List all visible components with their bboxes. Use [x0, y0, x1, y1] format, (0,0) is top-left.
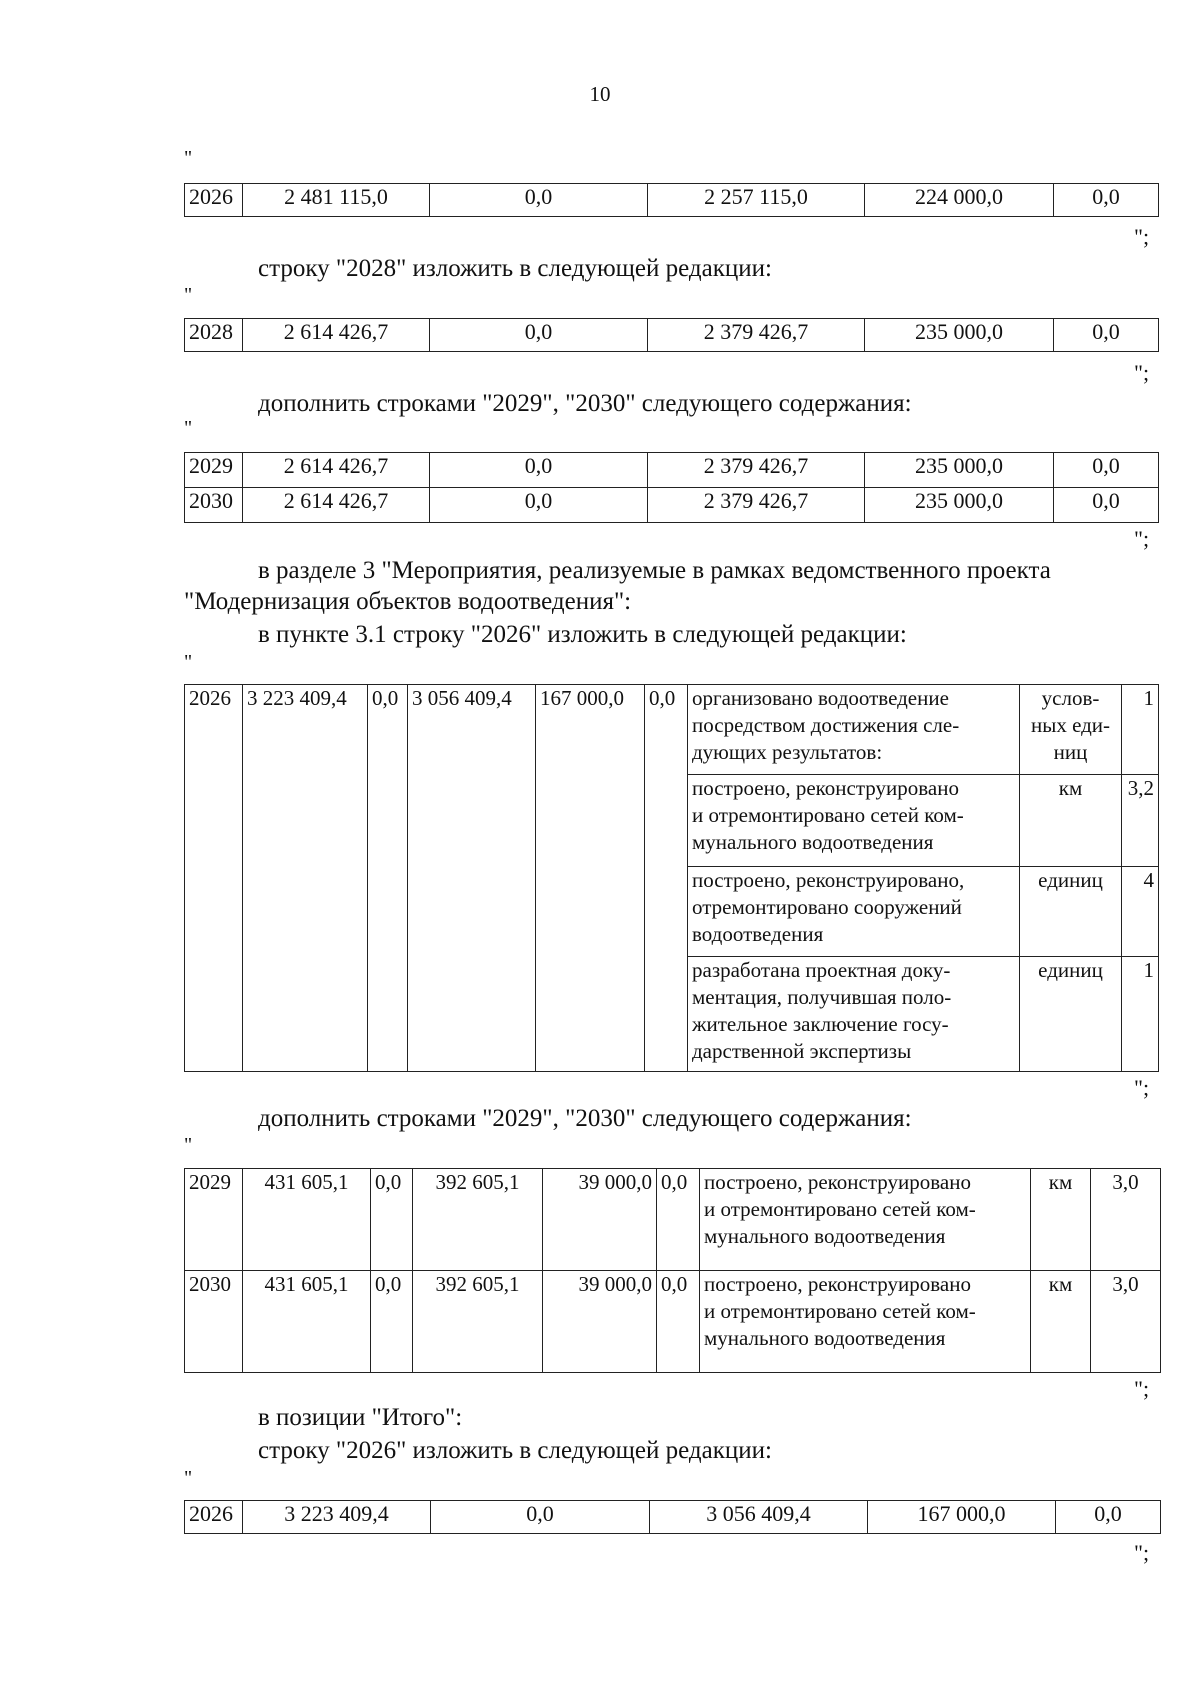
result-value: 3,0	[1091, 1271, 1161, 1373]
result-value: 1	[1122, 957, 1159, 1072]
year-cell: 2026	[185, 685, 243, 1072]
year-cell: 2030	[185, 1271, 243, 1373]
value-cell: 0,0	[1054, 453, 1159, 488]
closing-quote: ";	[1134, 526, 1150, 551]
result-description: построено, реконструировано и отремонтировано сетей ком- мунального водоотведения	[688, 775, 1020, 867]
value-cell: 0,0	[430, 184, 648, 217]
table-point-3-1	[184, 684, 1159, 1072]
value-cell: 224 000,0	[865, 184, 1054, 217]
table-row	[185, 1169, 1161, 1271]
value-cell: 0,0	[431, 1501, 650, 1534]
value-cell: 0,0	[430, 488, 648, 523]
year-cell: 2030	[185, 488, 243, 523]
table-row	[185, 685, 1159, 775]
result-value: 3,2	[1122, 775, 1159, 867]
value-cell: 0,0	[645, 685, 688, 1072]
result-unit: км	[1031, 1271, 1091, 1373]
table-2029-2030	[184, 452, 1159, 523]
closing-quote: ";	[1134, 1075, 1150, 1100]
table-point-3-1-additions	[184, 1168, 1161, 1373]
table-row	[185, 488, 1159, 523]
closing-quote: ";	[1134, 1540, 1150, 1565]
year-cell: 2026	[185, 1501, 243, 1534]
value-cell: 2 379 426,7	[648, 488, 865, 523]
value-cell: 167 000,0	[536, 685, 645, 1072]
value-cell: 2 379 426,7	[648, 453, 865, 488]
opening-quote: "	[184, 284, 193, 306]
value-cell: 0,0	[430, 319, 648, 352]
opening-quote: "	[184, 1134, 193, 1156]
value-cell: 3 056 409,4	[408, 685, 536, 1072]
value-cell: 235 000,0	[865, 453, 1054, 488]
total-cell: 2 614 426,7	[243, 488, 430, 523]
value-cell: 39 000,0	[543, 1271, 657, 1373]
value-cell: 2 379 426,7	[648, 319, 865, 352]
table-row	[185, 184, 1159, 217]
value-cell: 2 257 115,0	[648, 184, 865, 217]
instruction-paragraph: строку "2028" изложить в следующей редакции:	[258, 255, 772, 282]
instruction-paragraph: в пункте 3.1 строку "2026" изложить в следующей редакции:	[258, 621, 907, 648]
opening-quote: "	[184, 1467, 193, 1489]
result-unit: единиц	[1020, 867, 1122, 957]
section-paragraph-line2: "Модернизация объектов водоотведения":	[184, 588, 632, 615]
value-cell: 0,0	[1056, 1501, 1161, 1534]
opening-quote: "	[184, 651, 193, 673]
table-row	[185, 319, 1159, 352]
instruction-paragraph: в позиции "Итого":	[258, 1404, 463, 1431]
value-cell: 392 605,1	[413, 1169, 543, 1271]
result-value: 4	[1122, 867, 1159, 957]
table-2026-top	[184, 183, 1159, 217]
total-cell: 2 614 426,7	[243, 453, 430, 488]
total-cell: 3 223 409,4	[243, 685, 368, 1072]
year-cell: 2026	[185, 184, 243, 217]
value-cell: 0,0	[657, 1169, 700, 1271]
closing-quote: ";	[1134, 224, 1150, 249]
instruction-paragraph: дополнить строками "2029", "2030" следующего содержания:	[258, 1105, 912, 1132]
page-number: 10	[589, 82, 611, 106]
result-value: 1	[1122, 685, 1159, 775]
table-row	[185, 453, 1159, 488]
table-row	[185, 1501, 1161, 1534]
year-cell: 2028	[185, 319, 243, 352]
value-cell: 392 605,1	[413, 1271, 543, 1373]
closing-quote: ";	[1134, 1376, 1150, 1401]
result-description: построено, реконструировано и отремонтировано сетей ком- мунального водоотведения	[700, 1271, 1031, 1373]
total-cell: 2 481 115,0	[243, 184, 430, 217]
total-cell: 431 605,1	[243, 1169, 371, 1271]
value-cell: 3 056 409,4	[650, 1501, 868, 1534]
value-cell: 0,0	[1054, 488, 1159, 523]
total-cell: 2 614 426,7	[243, 319, 430, 352]
value-cell: 0,0	[371, 1271, 413, 1373]
result-unit: услов- ных еди- ниц	[1020, 685, 1122, 775]
value-cell: 167 000,0	[868, 1501, 1056, 1534]
value-cell: 0,0	[657, 1271, 700, 1373]
section-paragraph-line1: в разделе 3 "Мероприятия, реализуемые в рамках ведомственного проекта	[258, 557, 1051, 584]
table-2028	[184, 318, 1159, 352]
value-cell: 0,0	[368, 685, 408, 1072]
result-description: разработана проектная доку- ментация, получившая поло- жительное заключение госу- дарственной экспертизы	[688, 957, 1020, 1072]
instruction-paragraph: строку "2026" изложить в следующей редакции:	[258, 1437, 772, 1464]
result-unit: единиц	[1020, 957, 1122, 1072]
result-description: построено, реконструировано, отремонтировано сооружений водоотведения	[688, 867, 1020, 957]
result-unit: км	[1031, 1169, 1091, 1271]
opening-quote: "	[184, 417, 193, 439]
table-row	[185, 1271, 1161, 1373]
total-cell: 3 223 409,4	[243, 1501, 431, 1534]
closing-quote: ";	[1134, 360, 1150, 385]
result-description: построено, реконструировано и отремонтировано сетей ком- мунального водоотведения	[700, 1169, 1031, 1271]
value-cell: 235 000,0	[865, 488, 1054, 523]
value-cell: 0,0	[1054, 184, 1159, 217]
result-unit: км	[1020, 775, 1122, 867]
value-cell: 39 000,0	[543, 1169, 657, 1271]
opening-quote: "	[184, 147, 193, 169]
result-description: организовано водоотведение посредством достижения сле- дующих результатов:	[688, 685, 1020, 775]
instruction-paragraph: дополнить строками "2029", "2030" следующего содержания:	[258, 390, 912, 417]
total-cell: 431 605,1	[243, 1271, 371, 1373]
value-cell: 235 000,0	[865, 319, 1054, 352]
table-itogo-2026	[184, 1500, 1161, 1534]
year-cell: 2029	[185, 1169, 243, 1271]
value-cell: 0,0	[371, 1169, 413, 1271]
value-cell: 0,0	[430, 453, 648, 488]
value-cell: 0,0	[1054, 319, 1159, 352]
year-cell: 2029	[185, 453, 243, 488]
result-value: 3,0	[1091, 1169, 1161, 1271]
